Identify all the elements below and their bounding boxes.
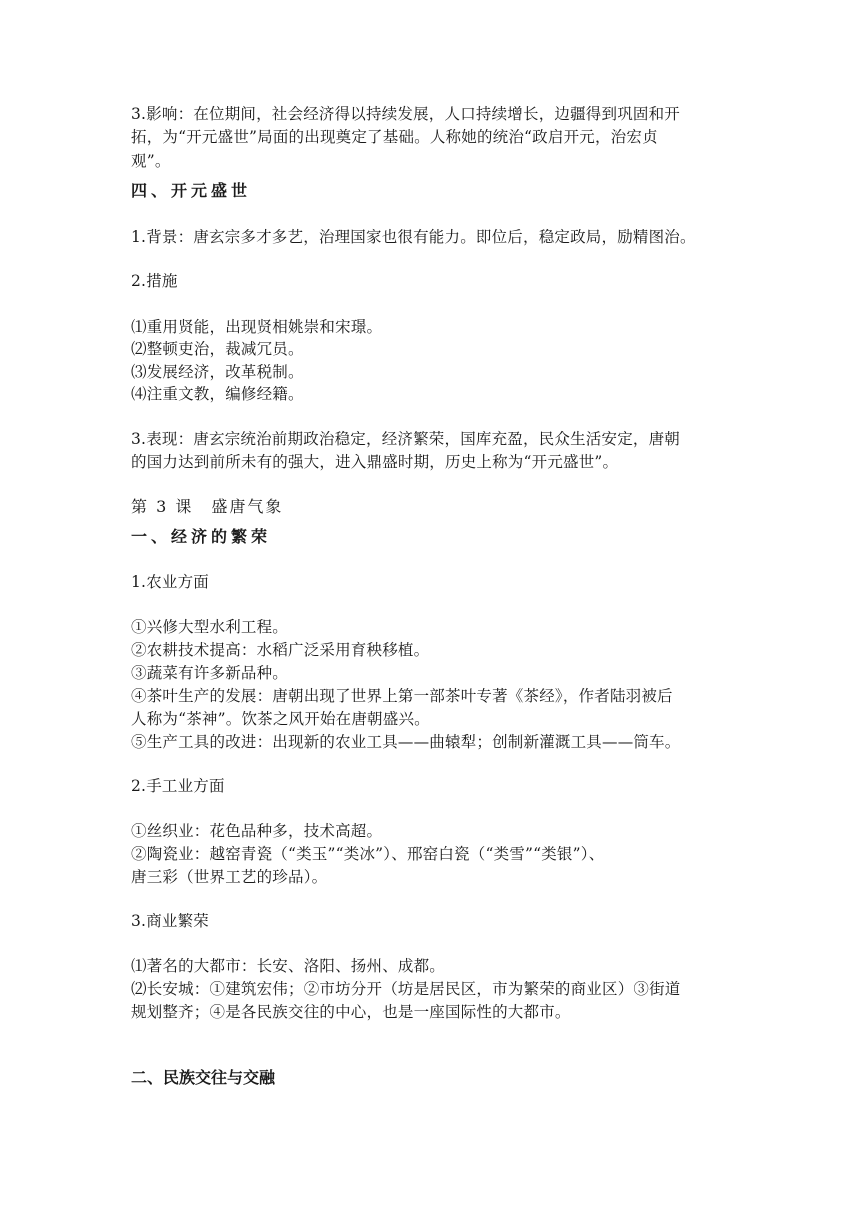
influence-line-3: 观”。 <box>131 152 171 170</box>
handicraft-item-2-line-1: ②陶瓷业：越窑青瓷（“类玉”“类冰”）、邢窑白瓷（“类雪”“类银”）、 <box>131 845 605 863</box>
commerce-item-1: ⑴著名的大都市：长安、洛阳、扬州、成都。 <box>131 957 446 975</box>
measure-item-3: ⑶发展经济，改革税制。 <box>131 363 304 381</box>
background-paragraph: 1.背景：唐玄宗多才多艺，治理国家也很有能力。即位后，稳定政局，励精图治。 <box>131 228 696 246</box>
agriculture-item-1: ①兴修大型水利工程。 <box>131 618 289 636</box>
manifestation-line-2: 的国力达到前所未有的强大，进入鼎盛时期，历史上称为“开元盛世”。 <box>131 453 619 471</box>
commerce-item-2-line-2: 规划整齐；④是各民族交往的中心，也是一座国际性的大都市。 <box>131 1003 571 1021</box>
section-heading-kaiyuan: 四、开元盛世 <box>131 181 252 200</box>
handicraft-item-1: ①丝织业：花色品种多，技术高超。 <box>131 822 383 840</box>
commerce-item-2-line-1: ⑵长安城：①建筑宏伟；②市坊分开（坊是居民区，市为繁荣的商业区）③街道 <box>131 980 681 998</box>
agriculture-item-4-line-1: ④茶叶生产的发展：唐朝出现了世界上第一部茶叶专著《茶经》，作者陆羽被后 <box>131 687 673 705</box>
section-heading-economy: 一、经济的繁荣 <box>131 527 272 546</box>
section-heading-ethnic: 二、民族交往与交融 <box>131 1068 276 1087</box>
agriculture-item-5: ⑤生产工具的改进：出现新的农业工具——曲辕犁；创制新灌溉工具——筒车。 <box>131 733 681 751</box>
measure-item-2: ⑵整顿吏治，裁减冗员。 <box>131 340 304 358</box>
agriculture-item-2: ②农耕技术提高：水稻广泛采用育秧移植。 <box>131 641 430 659</box>
influence-line-1: 3.影响：在位期间，社会经济得以持续发展，人口持续增长，边疆得到巩固和开 <box>131 105 680 123</box>
handicraft-title: 2.手工业方面 <box>131 777 225 795</box>
handicraft-item-2-line-2: 唐三彩（世界工艺的珍品）。 <box>131 868 328 886</box>
agriculture-item-3: ③蔬菜有许多新品种。 <box>131 664 289 682</box>
measure-item-1: ⑴重用贤能，出现贤相姚崇和宋璟。 <box>131 318 383 336</box>
influence-line-2: 拓，为“开元盛世”局面的出现奠定了基础。人称她的统治“政启开元，治宏贞 <box>131 128 658 146</box>
commerce-title: 3.商业繁荣 <box>131 912 209 930</box>
manifestation-line-1: 3.表现：唐玄宗统治前期政治稳定，经济繁荣，国库充盈，民众生活安定，唐朝 <box>131 430 680 448</box>
measures-title: 2.措施 <box>131 272 178 290</box>
lesson-title: 第 3 课 盛唐气象 <box>131 497 284 516</box>
measure-item-4: ⑷注重文教，编修经籍。 <box>131 385 304 403</box>
agriculture-title: 1.农业方面 <box>131 573 209 591</box>
agriculture-item-4-line-2: 人称为“茶神”。饮茶之风开始在唐朝盛兴。 <box>131 710 430 728</box>
